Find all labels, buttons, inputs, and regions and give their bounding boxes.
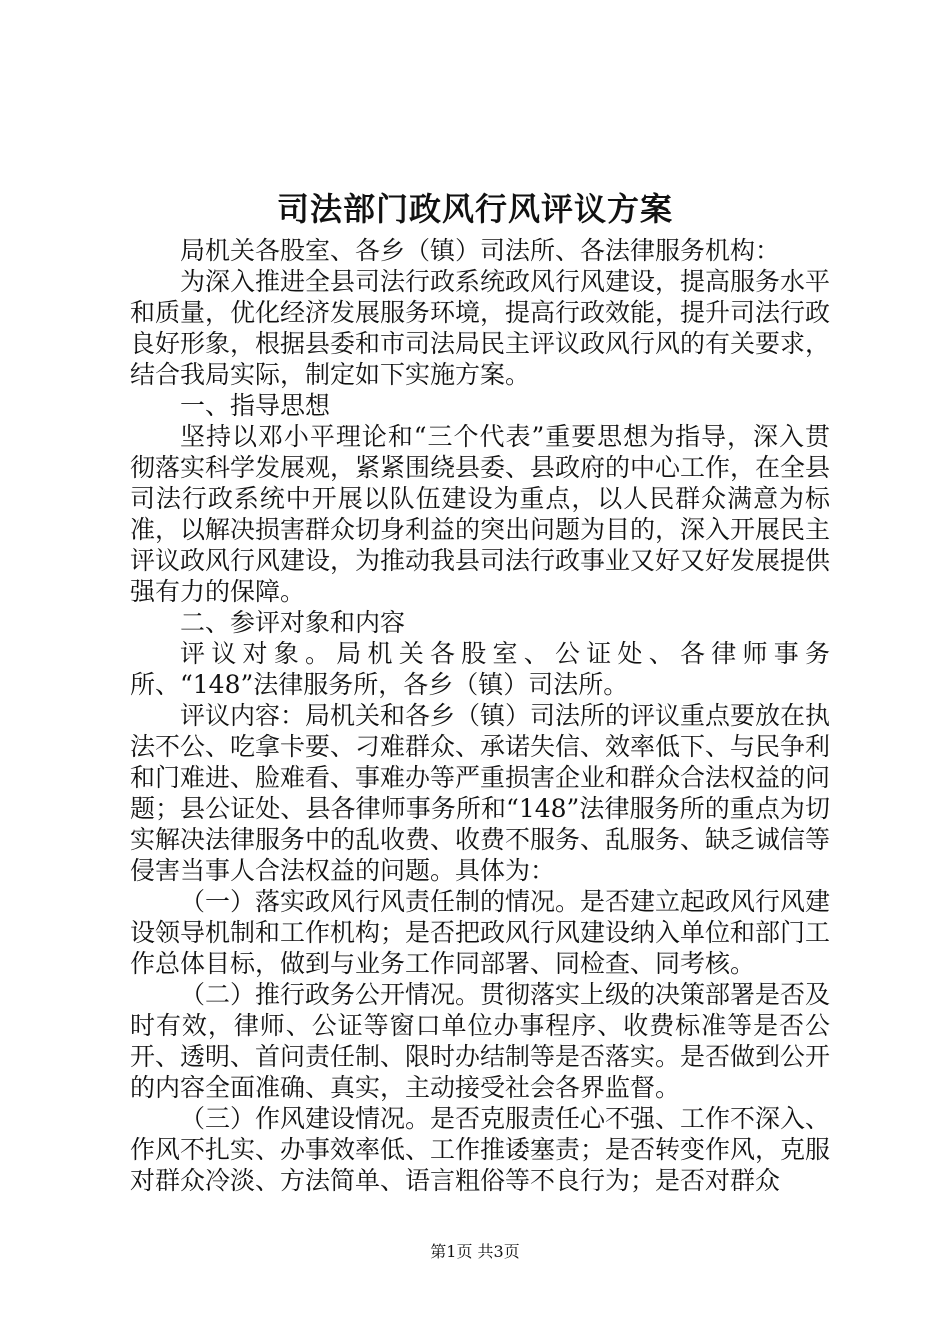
section-heading-guiding-thought: 一、指导思想 bbox=[180, 391, 331, 420]
item-2-paragraph: （二）推行政务公开情况。贯彻落实上级的决策部署是否及时有效，律师、公证等窗口单位办事程序、收费标准等是否公开、透明、首问责任制、限时办结制等是否落实。是否做到公开的内容全面准确、真实，主动接受社会各界监督。 bbox=[130, 980, 831, 1102]
page-number-footer: 第1页 共3页 bbox=[430, 1242, 520, 1261]
guiding-thought-paragraph: 坚持以邓小平理论和“三个代表”重要思想为指导，深入贯彻落实科学发展观，紧紧围绕县委、县政府的中心工作，在全县司法行政系统中开展以队伍建设为重点，以人民群众满意为标准，以解决损害群众切身利益的突出问题为目的，深入开展民主评议政风行风建设，为推动我县司法行政事业又好又好发展提供强有力的保障。 bbox=[130, 422, 831, 606]
salutation-paragraph: 局机关各股室、各乡（镇）司法所、各法律服务机构： bbox=[180, 236, 781, 265]
document-body bbox=[130, 235, 830, 1196]
evaluation-content-paragraph: 评议内容：局机关和各乡（镇）司法所的评议重点要放在执法不公、吃拿卡要、刁难群众、承诺失信、效率低下、与民争利和门难进、脸难看、事难办等严重损害企业和群众合法权益的问题；县公证处、县各律师事务所和“148”法律服务所的重点为切实解决法律服务中的乱收费、收费不服务、乱服务、缺乏诚信等侵害当事人合法权益的问题。具体为： bbox=[130, 701, 831, 885]
item-3-paragraph: （三）作风建设情况。是否克服责任心不强、工作不深入、作风不扎实、办事效率低、工作推诿塞责；是否转变作风，克服对群众冷淡、方法简单、语言粗俗等不良行为；是否对群众 bbox=[130, 1104, 831, 1195]
section-heading-targets-content: 二、参评对象和内容 bbox=[180, 608, 406, 637]
item-1-paragraph: （一）落实政风行风责任制的情况。是否建立起政风行风建设领导机制和工作机构；是否把政风行风建设纳入单位和部门工作总体目标，做到与业务工作同部署、同检查、同考核。 bbox=[130, 887, 831, 978]
document-title: 司法部门政风行风评议方案 bbox=[276, 190, 673, 228]
intro-paragraph: 为深入推进全县司法行政系统政风行风建设，提高服务水平和质量，优化经济发展服务环境，提高行政效能，提升司法行政良好形象，根据县委和市司法局民主评议政风行风的有关要求，结合我局实际，制定如下实施方案。 bbox=[130, 267, 831, 389]
evaluation-targets-paragraph: 评议对象。局机关各股室、公证处、各律师事务所、“148”法律服务所，各乡（镇）司法所。 bbox=[130, 639, 830, 699]
